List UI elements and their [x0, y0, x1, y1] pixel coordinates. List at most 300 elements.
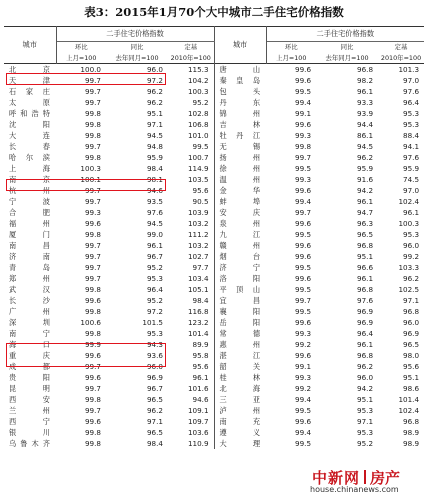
base-value-left: 100.3 [168, 86, 214, 97]
mom-value-right: 99.6 [295, 241, 312, 250]
base-value-right: 103.3 [398, 263, 420, 272]
table-row [4, 207, 424, 218]
city-name-left: 南 昌 [9, 241, 50, 250]
group-header-left: 二手住宅价格指数 [56, 27, 214, 42]
base-value-left: 101.0 [168, 130, 214, 141]
mom-value-left: 99.7 [84, 362, 101, 371]
yoy-value-right: 96.6 [357, 263, 374, 272]
table-row [4, 438, 424, 449]
base-value-left: 103.2 [168, 240, 214, 251]
price-index-table [4, 26, 424, 449]
city-name-left: 深 圳 [9, 318, 50, 327]
yoy-value-left: 98.4 [146, 439, 163, 448]
city-name-left: 重 庆 [9, 351, 50, 360]
mom-value-right: 99.4 [295, 98, 312, 107]
base-value-right: 97.0 [403, 76, 420, 85]
yoy-value-left: 96.5 [146, 395, 163, 404]
mom-value-left: 99.7 [84, 142, 101, 151]
yoy-value-left: 96.2 [146, 406, 163, 415]
city-name-left: 长 沙 [9, 296, 50, 305]
base-value-left: 103.9 [168, 207, 214, 218]
yoy-value-right: 96.1 [357, 197, 374, 206]
table-row [4, 273, 424, 284]
base-value-right: 95.6 [403, 362, 420, 371]
yoy-value-left: 95.3 [146, 329, 163, 338]
base-subheader-right: 2010年=100 [380, 54, 422, 62]
city-name-left: 济 南 [9, 252, 50, 261]
yoy-value-right: 96.8 [357, 241, 374, 250]
yoy-value-left: 95.9 [146, 153, 163, 162]
base-value-right: 95.9 [403, 164, 420, 173]
yoy-value-right: 95.1 [357, 252, 374, 261]
yoy-value-left: 95.1 [146, 109, 163, 118]
city-name-left: 银 川 [9, 428, 50, 437]
city-name-left: 西 宁 [9, 417, 50, 426]
yoy-value-left: 97.2 [146, 76, 163, 85]
city-name-left: 西 安 [9, 395, 50, 404]
mom-value-right: 99.2 [295, 384, 312, 393]
base-value-left: 111.2 [168, 229, 214, 240]
base-value-right: 96.1 [403, 208, 420, 217]
city-name-left: 沈 阳 [9, 120, 50, 129]
yoy-value-right: 96.1 [357, 87, 374, 96]
table-row [4, 394, 424, 405]
yoy-value-left: 96.1 [146, 241, 163, 250]
base-value-left: 105.1 [168, 284, 214, 295]
mom-value-left: 99.8 [84, 439, 101, 448]
mom-value-right: 99.6 [295, 252, 312, 261]
base-value-right: 95.3 [403, 109, 420, 118]
base-value-left: 109.7 [168, 416, 214, 427]
base-value-left: 103.6 [168, 427, 214, 438]
city-name-right: 金 华 [214, 185, 266, 196]
mom-value-right: 99.7 [295, 208, 312, 217]
yoy-value-left: 99.0 [146, 230, 163, 239]
city-name-right: 吉 林 [214, 119, 266, 130]
yoy-value-left: 97.1 [146, 417, 163, 426]
mom-value-right: 99.7 [295, 296, 312, 305]
mom-value-left: 100.3 [80, 164, 101, 173]
mom-value-right: 99.1 [295, 362, 312, 371]
yoy-value-left: 93.6 [146, 351, 163, 360]
table-row [4, 317, 424, 328]
city-name-left: 广 州 [9, 307, 50, 316]
table-row [4, 306, 424, 317]
base-value-left: 106.8 [168, 119, 214, 130]
base-value-left: 109.1 [168, 405, 214, 416]
mom-value-left: 99.6 [84, 351, 101, 360]
base-value-left: 95.8 [168, 350, 214, 361]
city-name-left: 长 春 [9, 142, 50, 151]
city-name-left: 天 津 [9, 76, 50, 85]
mom-value-right: 99.4 [295, 428, 312, 437]
mom-value-right: 99.5 [295, 307, 312, 316]
base-value-left: 103.4 [168, 273, 214, 284]
mom-value-right: 99.5 [295, 285, 312, 294]
mom-value-left: 99.8 [84, 428, 101, 437]
base-value-left: 98.4 [168, 295, 214, 306]
yoy-value-right: 96.8 [357, 351, 374, 360]
base-value-right: 98.9 [403, 439, 420, 448]
yoy-value-left: 97.6 [146, 208, 163, 217]
yoy-value-right: 94.5 [357, 142, 374, 151]
mom-value-left: 99.7 [84, 76, 101, 85]
mom-value-left: 99.8 [84, 329, 101, 338]
mom-value-left: 99.7 [84, 241, 101, 250]
city-name-right: 无 锡 [214, 141, 266, 152]
city-name-right: 三 亚 [214, 394, 266, 405]
base-value-left: 96.1 [168, 372, 214, 383]
mom-value-right: 99.6 [295, 65, 312, 74]
city-name-left: 太 原 [9, 98, 50, 107]
page-title: 表3：2015年1月70个大中城市二手住宅价格指数 [84, 5, 344, 19]
yoy-value-left: 96.5 [146, 428, 163, 437]
city-name-right: 九 江 [214, 229, 266, 240]
base-value-left: 95.6 [168, 185, 214, 196]
yoy-value-left: 95.2 [146, 296, 163, 305]
table-row [4, 328, 424, 339]
yoy-value-right: 94.2 [357, 384, 374, 393]
base-value-left: 90.5 [168, 196, 214, 207]
base-value-right: 96.9 [403, 329, 420, 338]
yoy-value-right: 96.2 [357, 362, 374, 371]
yoy-header-left: 同比 [130, 43, 144, 51]
watermark-divider [364, 470, 366, 484]
base-value-right: 101.4 [398, 395, 420, 404]
yoy-value-right: 96.3 [357, 219, 374, 228]
city-name-right: 桂 林 [214, 372, 266, 383]
base-header-left: 定基 [168, 42, 214, 54]
base-value-right: 102.4 [398, 406, 420, 415]
base-value-left: 110.9 [168, 438, 214, 449]
city-name-right: 南 充 [214, 416, 266, 427]
base-value-left: 123.2 [168, 317, 214, 328]
yoy-subheader-left: 去年同月=100 [115, 54, 159, 62]
base-value-left: 99.5 [168, 141, 214, 152]
mom-value-right: 99.6 [295, 318, 312, 327]
mom-value-right: 99.3 [295, 131, 312, 140]
yoy-value-right: 97.6 [357, 296, 374, 305]
city-name-left: 宁 波 [9, 197, 50, 206]
base-value-right: 96.8 [403, 307, 420, 316]
yoy-value-left: 96.7 [146, 252, 163, 261]
yoy-value-right: 96.8 [357, 65, 374, 74]
watermark-section: 房产 [370, 469, 401, 487]
mom-value-right: 99.7 [295, 153, 312, 162]
mom-value-right: 99.6 [295, 76, 312, 85]
city-name-right: 牡丹江 [214, 130, 266, 141]
yoy-value-left: 96.0 [146, 65, 163, 74]
city-name-right: 唐 山 [214, 64, 266, 76]
yoy-value-left: 96.7 [146, 384, 163, 393]
city-name-left: 大 连 [9, 131, 50, 140]
yoy-value-right: 93.9 [357, 109, 374, 118]
city-name-right: 遵 义 [214, 427, 266, 438]
base-value-right: 97.0 [403, 186, 420, 195]
mom-value-left: 99.8 [84, 230, 101, 239]
mom-value-right: 99.4 [295, 197, 312, 206]
base-value-right: 99.2 [403, 252, 420, 261]
city-name-right: 蚌 埠 [214, 196, 266, 207]
mom-subheader-left: 上月=100 [66, 54, 97, 62]
base-value-right: 98.0 [403, 351, 420, 360]
table-row [4, 350, 424, 361]
mom-value-right: 99.6 [295, 186, 312, 195]
city-name-right: 平顶山 [214, 284, 266, 295]
mom-value-left: 99.9 [84, 340, 101, 349]
mom-value-left: 99.8 [84, 120, 101, 129]
table-row [4, 196, 424, 207]
city-name-right: 大 理 [214, 438, 266, 449]
table-row [4, 262, 424, 273]
city-name-left: 武 汉 [9, 285, 50, 294]
table-row [4, 163, 424, 174]
city-name-left: 石家庄 [9, 87, 50, 96]
city-name-left: 兰 州 [9, 406, 50, 415]
yoy-value-right: 94.4 [357, 120, 374, 129]
city-name-right: 岳 阳 [214, 317, 266, 328]
city-name-left: 青 岛 [9, 263, 50, 272]
table-row [4, 218, 424, 229]
city-name-left: 呼和浩特 [9, 109, 50, 118]
yoy-value-left: 96.9 [146, 373, 163, 382]
table-row [4, 130, 424, 141]
mom-value-right: 99.6 [295, 274, 312, 283]
yoy-value-right: 96.4 [357, 329, 374, 338]
city-name-left: 乌鲁木齐 [9, 439, 50, 448]
city-name-right: 宜 昌 [214, 295, 266, 306]
base-value-right: 94.1 [403, 142, 420, 151]
base-value-right: 102.4 [398, 197, 420, 206]
mom-value-right: 99.3 [295, 373, 312, 382]
base-value-left: 115.3 [168, 64, 214, 76]
mom-value-left: 99.8 [84, 131, 101, 140]
city-name-right: 烟 台 [214, 251, 266, 262]
base-subheader-left: 2010年=100 [168, 53, 214, 64]
city-name-right: 北 海 [214, 383, 266, 394]
yoy-value-left: 96.2 [146, 87, 163, 96]
yoy-value-right: 96.1 [357, 274, 374, 283]
mom-header-right: 环比 [284, 43, 298, 51]
yoy-subheader-right: 去年同月=100 [325, 54, 369, 62]
base-value-right: 102.5 [398, 285, 420, 294]
mom-value-right: 99.5 [295, 87, 312, 96]
mom-value-right: 99.5 [295, 230, 312, 239]
yoy-header-right: 同比 [340, 43, 354, 51]
city-name-left: 贵 阳 [9, 373, 50, 382]
mom-value-left: 99.7 [84, 98, 101, 107]
city-name-right: 韶 关 [214, 361, 266, 372]
city-name-right: 扬 州 [214, 152, 266, 163]
base-value-right: 96.0 [403, 241, 420, 250]
mom-value-right: 99.1 [295, 109, 312, 118]
city-name-right: 锦 州 [214, 108, 266, 119]
table-row [4, 372, 424, 383]
mom-value-right: 99.6 [295, 417, 312, 426]
table-body [4, 64, 424, 450]
mom-value-left: 99.8 [84, 153, 101, 162]
city-name-right: 常 德 [214, 328, 266, 339]
table-row [4, 64, 424, 76]
base-value-left: 103.2 [168, 218, 214, 229]
yoy-value-left: 94.5 [146, 131, 163, 140]
mom-value-right: 99.3 [295, 175, 312, 184]
mom-value-right: 99.2 [295, 340, 312, 349]
city-name-left: 南 京 [9, 175, 50, 184]
yoy-value-right: 96.1 [357, 340, 374, 349]
city-name-right: 秦皇岛 [214, 75, 266, 86]
base-value-right: 96.8 [403, 417, 420, 426]
mom-value-right: 99.8 [295, 142, 312, 151]
yoy-value-left: 94.8 [146, 142, 163, 151]
yoy-value-left: 93.5 [146, 197, 163, 206]
table-row [4, 174, 424, 185]
yoy-value-right: 93.3 [357, 98, 374, 107]
yoy-value-left: 97.2 [146, 307, 163, 316]
yoy-value-left: 98.4 [146, 164, 163, 173]
city-name-right: 徐 州 [214, 163, 266, 174]
city-name-right: 襄 阳 [214, 306, 266, 317]
yoy-value-left: 96.4 [146, 285, 163, 294]
base-value-left: 116.8 [168, 306, 214, 317]
city-name-left: 上 海 [9, 164, 50, 173]
base-header-right: 定基 [394, 43, 408, 51]
mom-value-right: 99.5 [295, 439, 312, 448]
city-name-left: 杭 州 [9, 186, 50, 195]
table-row [4, 152, 424, 163]
city-name-left: 郑 州 [9, 274, 50, 283]
mom-value-left: 99.8 [84, 307, 101, 316]
city-name-right: 包 头 [214, 86, 266, 97]
yoy-value-left: 96.2 [146, 98, 163, 107]
yoy-value-right: 96.2 [357, 153, 374, 162]
yoy-value-right: 95.3 [357, 428, 374, 437]
yoy-value-right: 96.5 [357, 230, 374, 239]
city-name-left: 成 都 [9, 362, 50, 371]
city-name-right: 湛 江 [214, 350, 266, 361]
table-row [4, 339, 424, 350]
table-row [4, 97, 424, 108]
city-name-left: 南 宁 [9, 329, 50, 338]
base-value-left: 100.7 [168, 152, 214, 163]
mom-value-right: 99.3 [295, 329, 312, 338]
yoy-value-right: 95.3 [357, 406, 374, 415]
table-row [4, 119, 424, 130]
base-value-right: 96.2 [403, 274, 420, 283]
table-row [4, 416, 424, 427]
yoy-value-left: 94.6 [146, 186, 163, 195]
base-value-left: 94.6 [168, 394, 214, 405]
base-value-left: 114.9 [168, 163, 214, 174]
base-value-left: 95.6 [168, 361, 214, 372]
yoy-value-right: 96.0 [357, 373, 374, 382]
watermark-url: house.chinanews.com [310, 485, 399, 494]
mom-value-left: 99.6 [84, 417, 101, 426]
table-row [4, 75, 424, 86]
base-value-left: 104.2 [168, 75, 214, 86]
yoy-value-right: 94.2 [357, 186, 374, 195]
table-row [4, 240, 424, 251]
base-value-left: 101.6 [168, 383, 214, 394]
table-row [4, 361, 424, 372]
base-value-left: 89.9 [168, 339, 214, 350]
city-name-left: 哈尔滨 [9, 153, 50, 162]
city-name-left: 福 州 [9, 219, 50, 228]
mom-value-left: 99.6 [84, 373, 101, 382]
mom-value-left: 99.7 [84, 274, 101, 283]
city-name-right: 济 宁 [214, 262, 266, 273]
table-row [4, 284, 424, 295]
city-name-left: 海 口 [9, 340, 50, 349]
table-row [4, 86, 424, 97]
mom-value-right: 99.6 [295, 219, 312, 228]
group-header-right: 二手住宅价格指数 [266, 27, 424, 42]
base-value-right: 97.6 [403, 87, 420, 96]
table-header [4, 27, 424, 64]
yoy-value-left: 97.1 [146, 120, 163, 129]
yoy-value-left: 95.2 [146, 263, 163, 272]
yoy-value-left: 98.1 [146, 175, 163, 184]
yoy-value-right: 95.2 [357, 439, 374, 448]
watermark [306, 467, 424, 495]
yoy-value-left: 94.5 [146, 219, 163, 228]
mom-value-left: 99.8 [84, 109, 101, 118]
yoy-value-right: 94.7 [357, 208, 374, 217]
yoy-value-right: 96.9 [357, 318, 374, 327]
table-row [4, 383, 424, 394]
yoy-value-right: 96.9 [357, 307, 374, 316]
mom-value-left: 99.8 [84, 285, 101, 294]
yoy-value-right: 98.2 [357, 76, 374, 85]
mom-subheader-right: 上月=100 [276, 54, 307, 62]
mom-value-right: 99.5 [295, 406, 312, 415]
base-value-right: 95.1 [403, 373, 420, 382]
city-name-right: 泸 州 [214, 405, 266, 416]
table-row [4, 141, 424, 152]
base-value-left: 103.5 [168, 174, 214, 185]
mom-value-left: 100.0 [80, 65, 101, 74]
mom-value-right: 99.6 [295, 351, 312, 360]
base-value-right: 96.4 [403, 98, 420, 107]
mom-value-left: 99.6 [84, 296, 101, 305]
city-name-right: 温 州 [214, 174, 266, 185]
city-name-right: 丹 东 [214, 97, 266, 108]
mom-value-left: 100.1 [80, 175, 101, 184]
base-value-right: 95.3 [403, 230, 420, 239]
mom-value-left: 99.7 [84, 87, 101, 96]
mom-header-left: 环比 [74, 43, 88, 51]
base-value-left: 95.2 [168, 97, 214, 108]
yoy-value-left: 96.0 [146, 362, 163, 371]
yoy-value-left: 95.3 [146, 274, 163, 283]
mom-value-left: 99.7 [84, 186, 101, 195]
yoy-value-right: 86.1 [357, 131, 374, 140]
city-name-right: 惠 州 [214, 339, 266, 350]
table-row [4, 427, 424, 438]
city-name-left: 昆 明 [9, 384, 50, 393]
city-name-right: 泉 州 [214, 218, 266, 229]
base-value-right: 98.9 [403, 428, 420, 437]
base-value-right: 95.3 [403, 120, 420, 129]
yoy-value-left: 101.5 [142, 318, 163, 327]
mom-value-left: 99.7 [84, 263, 101, 272]
table-row [4, 185, 424, 196]
base-value-right: 100.3 [398, 219, 420, 228]
base-value-right: 74.5 [403, 175, 420, 184]
mom-value-left: 99.6 [84, 219, 101, 228]
mom-value-left: 99.7 [84, 197, 101, 206]
mom-value-right: 99.5 [295, 164, 312, 173]
